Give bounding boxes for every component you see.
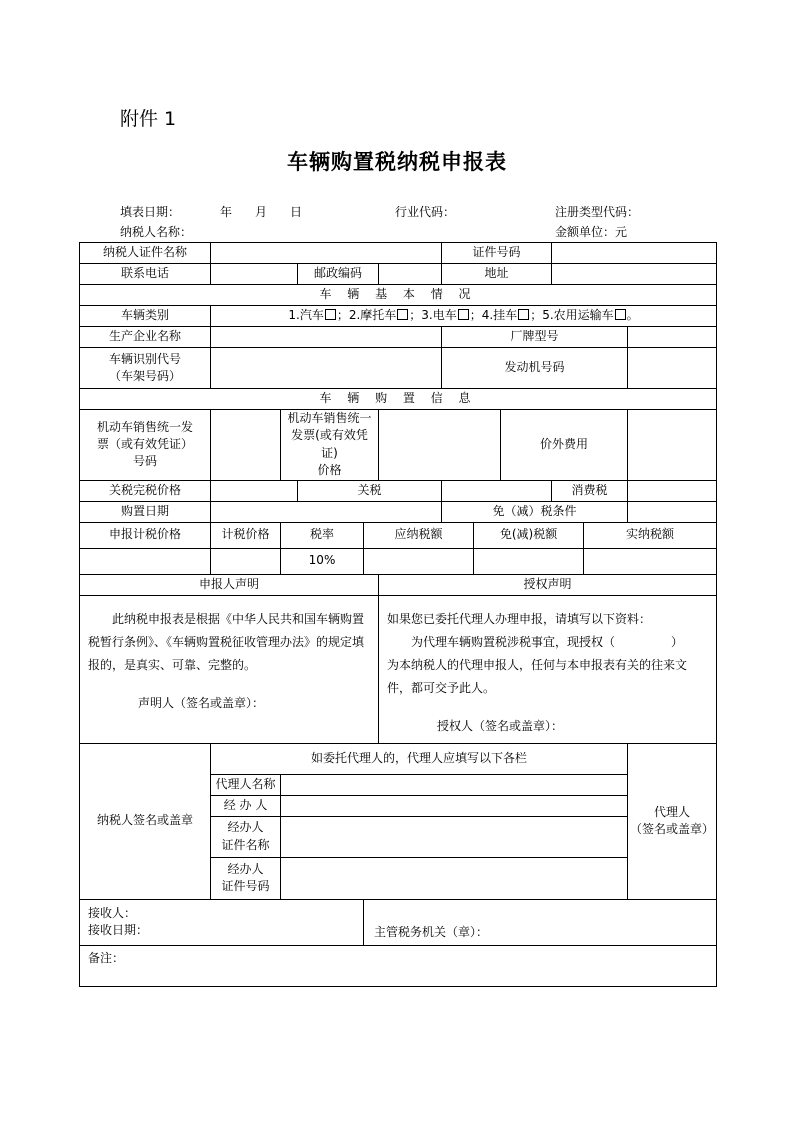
option-motorcycle-label: ；2.摩托车 [336, 308, 397, 323]
authorization-line1: 如果您已委托代理人办理申报，请填写以下资料： [387, 611, 652, 626]
tax-actual-label: 实纳税额 [584, 522, 717, 548]
page-title: 车辆购置税纳税申报表 [287, 150, 507, 174]
id-doc-name-label: 纳税人证件名称 [80, 243, 211, 264]
id-number-label: 证件号码 [442, 243, 552, 264]
tax-exempt-label: 免(减)税额 [474, 522, 584, 548]
tax-base-field[interactable] [211, 548, 281, 574]
customs-price-label: 关税完税价格 [80, 480, 211, 501]
authorization-line2-text: 为代理车辆购置税涉税事宜，现授权（ [411, 634, 616, 649]
vehicle-basic-header: 车 辆 基 本 情 况 [80, 285, 717, 306]
vin-label-line2: （车架号码） [109, 369, 182, 383]
handler-doc-label [211, 816, 281, 857]
agent-sign-line2: （签名或盖章） [630, 822, 715, 837]
tax-exempt-field[interactable] [474, 548, 584, 574]
agent-instruction: 如委托代理人的，代理人应填写以下各栏 [211, 743, 628, 774]
customs-price-field[interactable] [211, 480, 298, 501]
option-car-label: 1.汽车 [288, 308, 324, 323]
vin-field[interactable] [211, 348, 442, 389]
phone-label: 联系电话 [80, 264, 211, 285]
tax-payable-label: 应纳税额 [364, 522, 474, 548]
tariff-field[interactable] [442, 480, 552, 501]
checkbox-tram[interactable] [458, 309, 469, 320]
vehicle-type-label: 车辆类别 [80, 306, 211, 327]
checkbox-farm-vehicle[interactable] [615, 309, 626, 320]
manufacturer-label: 生产企业名称 [80, 327, 211, 348]
checkbox-trailer[interactable] [518, 309, 529, 320]
option-end-mark: 。 [626, 308, 639, 323]
engine-no-field[interactable] [628, 348, 717, 389]
engine-no-label: 发动机号码 [442, 348, 628, 389]
agent-name-field[interactable] [281, 774, 628, 795]
declarant-statement-text: 此纳税申报表是根据《中华人民共和国车辆购置税暂行条例》、《车辆购置税征收管理办法》的规定填报的，是真实、可靠、完整的。 [88, 611, 365, 672]
model-label: 厂牌型号 [442, 327, 628, 348]
invoice-no-label [80, 410, 211, 481]
vin-label [80, 348, 211, 389]
address-label: 地址 [442, 264, 552, 285]
consumption-tax-label: 消费税 [552, 480, 628, 501]
month-label: 月 [255, 205, 268, 219]
registration-type-label: 注册类型代码： [555, 205, 640, 219]
declared-price-field[interactable] [80, 548, 211, 574]
handler-id-label [211, 857, 281, 899]
tax-payable-field[interactable] [364, 548, 474, 574]
agent-sign-line1: 代理人 [654, 804, 691, 819]
extra-fee-label: 价外费用 [501, 410, 628, 481]
authorization-line2-close: ） [671, 634, 684, 649]
agent-name-label: 代理人名称 [211, 774, 281, 795]
handler-id-field[interactable] [281, 857, 628, 899]
fill-date-label: 填表日期： [120, 205, 181, 219]
option-farm-vehicle-label: ；5.农用运输车 [530, 308, 614, 323]
receive-date-label: 接收日期： [88, 923, 149, 938]
option-tram-label: ；3.电车 [409, 308, 457, 323]
tax-actual-field[interactable] [584, 548, 717, 574]
authorization-line3: 为本纳税人的代理申报人，任何与本申报表有关的往来文件，都可交予此人。 [387, 657, 688, 695]
consumption-tax-field[interactable] [628, 480, 717, 501]
address-field[interactable] [552, 264, 717, 285]
manufacturer-field[interactable] [211, 327, 442, 348]
authorization-statement-header: 授权声明 [379, 574, 717, 595]
receiver-cell [80, 899, 364, 945]
remarks-label: 备注： [80, 945, 717, 986]
declarant-statement [80, 595, 379, 743]
invoice-price-field[interactable] [379, 410, 501, 481]
attachment-label: 附件 1 [120, 108, 177, 130]
handler-doc-line2: 证件名称 [221, 837, 270, 852]
tax-rate-label: 税率 [281, 522, 364, 548]
invoice-no-field[interactable] [211, 410, 281, 481]
invoice-price-line2: 发票(或有效凭证) [291, 428, 368, 460]
invoice-no-line3: 号码 [133, 454, 158, 469]
checkbox-car[interactable] [325, 309, 336, 320]
tax-authority-label: 主管税务机关（章）： [364, 899, 717, 945]
id-number-field[interactable] [552, 243, 717, 264]
invoice-no-line2: 票（或有效凭证） [97, 437, 194, 452]
amount-unit-label: 金额单位：元 [555, 225, 628, 239]
tax-declaration-form [79, 242, 717, 987]
vin-label-line1: 车辆识别代号 [109, 351, 182, 366]
tariff-label: 关税 [298, 480, 442, 501]
handler-id-line2: 证件号码 [221, 879, 270, 894]
extra-fee-field[interactable] [628, 410, 717, 481]
invoice-price-line3: 价格 [317, 463, 342, 478]
taxpayer-sign-label: 纳税人签名或盖章 [80, 743, 211, 899]
authorization-statement [379, 595, 717, 743]
purchase-date-field[interactable] [211, 501, 442, 522]
vehicle-purchase-header: 车 辆 购 置 信 息 [80, 389, 717, 410]
handler-field[interactable] [281, 795, 628, 816]
tax-rate-value: 10% [281, 548, 364, 574]
tax-base-label: 计税价格 [211, 522, 281, 548]
model-field[interactable] [628, 327, 717, 348]
declarant-sign-label: 声明人（签名或盖章）： [138, 695, 265, 710]
invoice-price-line1: 机动车销售统一 [287, 411, 372, 425]
receiver-label: 接收人： [88, 905, 137, 920]
vehicle-type-options [211, 306, 717, 327]
handler-label: 经 办 人 [211, 795, 281, 816]
checkbox-motorcycle[interactable] [397, 309, 408, 320]
year-label: 年 [220, 205, 233, 219]
day-label: 日 [290, 205, 303, 219]
handler-doc-line1: 经办人 [227, 820, 264, 835]
postcode-field[interactable] [379, 264, 442, 285]
invoice-no-line1: 机动车销售统一发 [97, 419, 194, 434]
authorization-line2 [387, 631, 710, 654]
id-doc-name-field[interactable] [211, 243, 442, 264]
exemption-cond-label: 免（减）税条件 [442, 501, 628, 522]
invoice-price-label [281, 410, 379, 481]
industry-code-label: 行业代码： [395, 205, 456, 219]
postcode-label: 邮政编码 [298, 264, 379, 285]
declarant-statement-header: 申报人声明 [80, 574, 379, 595]
declared-price-label: 申报计税价格 [80, 522, 211, 548]
purchase-date-label: 购置日期 [80, 501, 211, 522]
handler-id-line1: 经办人 [227, 861, 264, 876]
exemption-cond-field[interactable] [628, 501, 717, 522]
option-trailer-label: ；4.挂车 [469, 308, 518, 323]
taxpayer-name-label: 纳税人名称： [120, 225, 193, 239]
handler-doc-field[interactable] [281, 816, 628, 857]
agent-sign-cell [628, 743, 717, 899]
phone-field[interactable] [211, 264, 298, 285]
authorizer-sign-label: 授权人（签名或盖章）： [437, 718, 564, 733]
